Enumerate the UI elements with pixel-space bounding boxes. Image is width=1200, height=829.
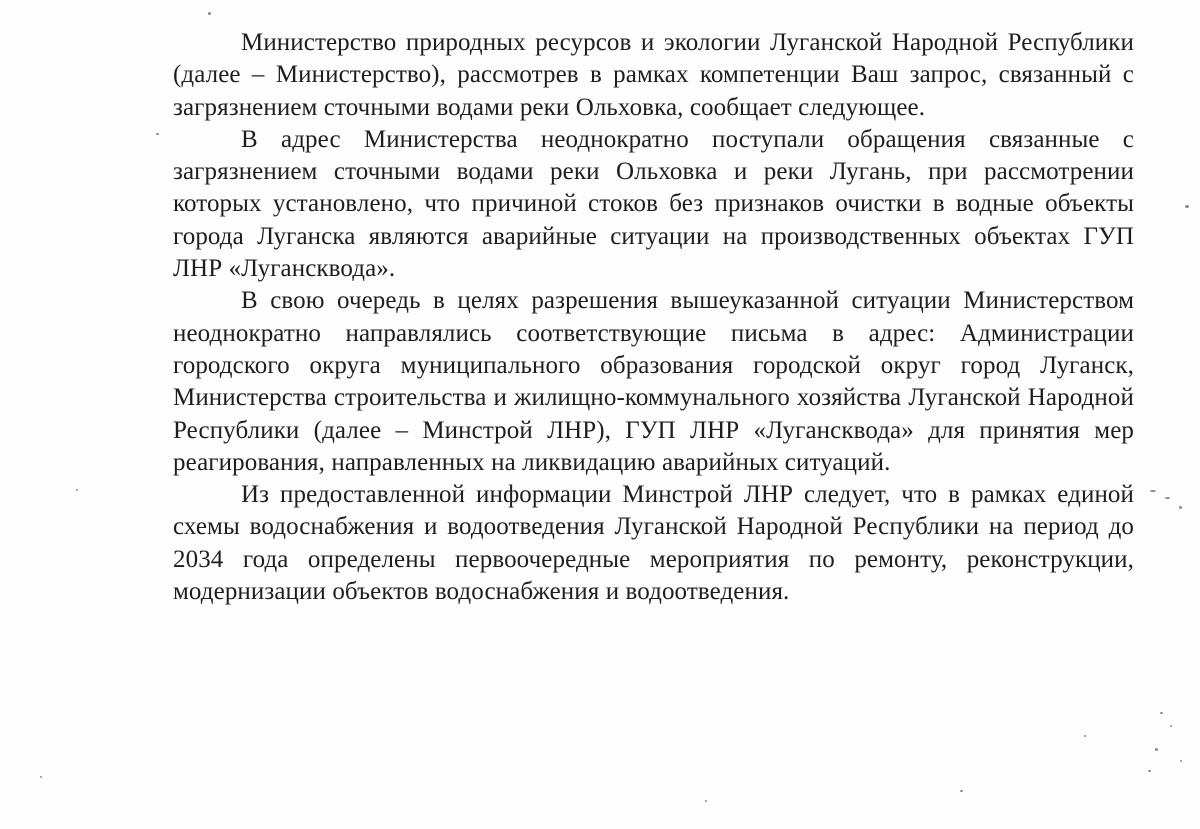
paragraph-1: Министерство природных ресурсов и экологии Луганской Народной Республики (далее – Министерство), рассмотрев в рамках компетенции Ваш запрос, связанный с загрязнением сточными водами реки Ольховка, сообщает следующее.	[173, 29, 1134, 121]
scan-speck	[40, 776, 42, 778]
scan-speck	[705, 800, 707, 802]
paragraph-4: Из предоставленной информации Минстрой ЛНР следует, что в рамках единой схемы водоснабжения и водоотведения Луганской Народной Республики на период до 2034 года определены первоочередные мероприятия по ремонту, реконструкции, модернизации объектов водоснабжения и водоотведения.	[173, 481, 1134, 606]
scan-speck	[76, 489, 78, 491]
scan-speck	[1170, 725, 1172, 727]
scan-speck	[1148, 770, 1151, 772]
paragraph-2: В адрес Министерства неоднократно поступали обращения связанные с загрязнением сточными водами реки Ольховка и реки Лугань, при рассмотрении которых установлено, что причиной стоков без признаков очистки в водные объекты города Луганска являются аварийные ситуации на производственных объектах ГУП ЛНР «Луганскводa».	[173, 125, 1134, 283]
letter-body	[173, 27, 1134, 608]
scan-speck	[156, 133, 159, 135]
scan-speck	[1165, 497, 1170, 499]
scan-speck	[1084, 735, 1086, 737]
scan-speck	[960, 790, 963, 792]
scan-speck	[1179, 506, 1182, 509]
paragraph-3: В свою очередь в целях разрешения вышеуказанной ситуации Министерством неоднократно направлялись соответствующие письма в адрес: Администрации городского округа муниципального образования городской округ город Луганск, Министерства строительства и жилищно-коммунального хозяйства Луганской Народной Республики (далее – Минстрой ЛНР), ГУП ЛНР «Луганскводa» для принятия мер реагирования, направленных на ликвидацию аварийных ситуаций.	[173, 287, 1134, 476]
scan-speck	[1185, 205, 1189, 208]
scan-speck	[208, 12, 211, 15]
scan-speck	[1180, 760, 1182, 762]
scan-speck	[1150, 490, 1156, 492]
scan-speck	[1160, 712, 1163, 714]
scan-speck	[1155, 748, 1158, 751]
